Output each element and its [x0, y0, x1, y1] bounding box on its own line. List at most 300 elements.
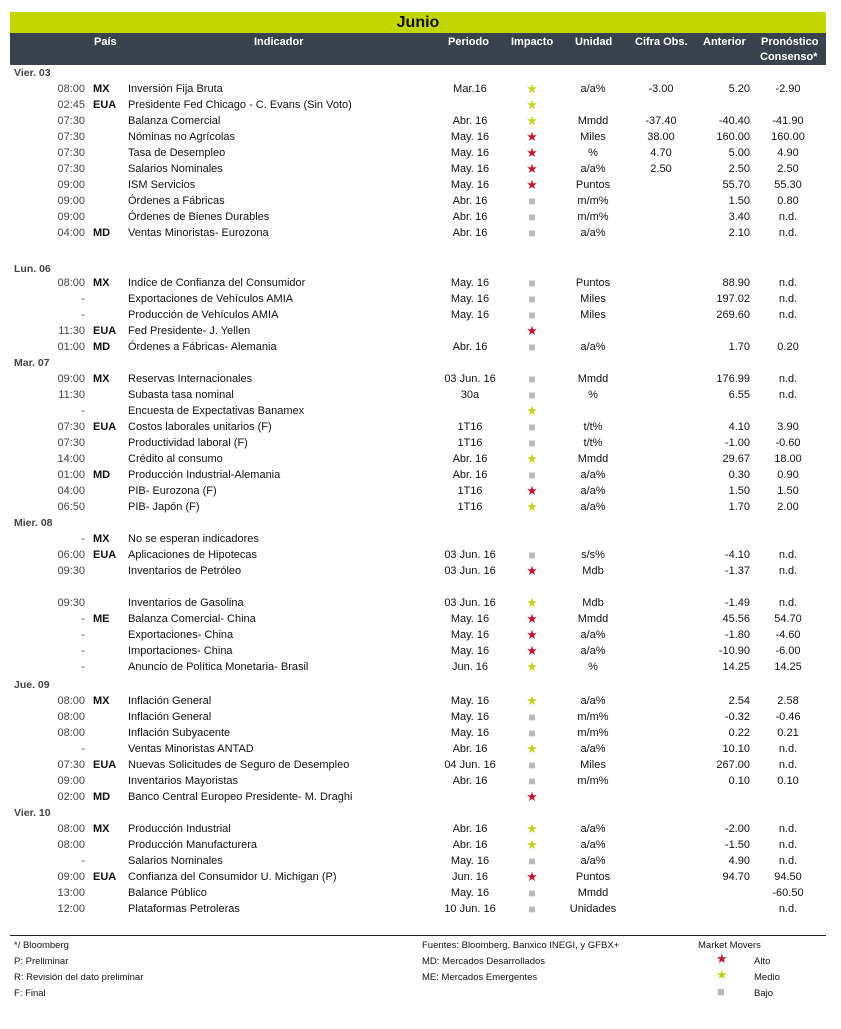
row-previous: 88.90 — [722, 277, 750, 289]
row-period: Abr. 16 — [452, 115, 488, 127]
row-time: 08:00 — [57, 695, 85, 707]
row-unit: a/a% — [580, 227, 606, 239]
impact-bajo-icon: ■ — [528, 468, 536, 482]
row-period: Abr. 16 — [452, 227, 488, 239]
row-period: Jun. 16 — [451, 661, 489, 673]
impact-bajo-icon: ■ — [528, 226, 536, 240]
row-previous: 4.90 — [728, 855, 750, 867]
row-period: May. 16 — [450, 131, 490, 143]
row-period: 04 Jun. 16 — [444, 759, 496, 771]
row-previous: 5.00 — [728, 147, 750, 159]
row-indicator: Inflación Subyacente — [128, 727, 231, 739]
row-previous: 55.70 — [722, 179, 750, 191]
row-unit: a/a% — [580, 341, 606, 353]
header-pronostico: Pronóstico — [761, 36, 819, 48]
table-row — [10, 869, 826, 885]
row-period: Abr. 16 — [452, 775, 488, 787]
impact-bajo-icon: ■ — [528, 308, 536, 322]
impact-alto-icon: ★ — [526, 869, 538, 884]
row-indicator: Nuevas Solicitudes de Seguro de Desempleo — [128, 759, 350, 771]
row-period: Abr. 16 — [452, 453, 488, 465]
me-text: ME: Mercados Emergentes — [422, 972, 538, 983]
row-unit: Miles — [580, 131, 606, 143]
row-unit: Miles — [580, 309, 606, 321]
row-period: May. 16 — [450, 855, 490, 867]
row-time: 06:50 — [57, 501, 85, 513]
row-forecast: 2.58 — [777, 695, 799, 707]
day-label: Jue. 09 — [14, 679, 50, 691]
impact-alto-icon: ★ — [526, 483, 538, 498]
header-indicador: Indicador — [254, 36, 304, 48]
row-forecast: n.d. — [778, 211, 798, 223]
row-time: 02:00 — [57, 791, 85, 803]
row-forecast: 0.21 — [777, 727, 799, 739]
row-unit: Mmdd — [577, 115, 609, 127]
row-previous: 1.50 — [728, 195, 750, 207]
row-indicator: Inversión Fija Bruta — [128, 83, 223, 95]
row-indicator: Exportaciones- China — [128, 629, 234, 641]
row-unit: s/s% — [581, 549, 605, 561]
row-period: 03 Jun. 16 — [444, 565, 496, 577]
row-forecast: 94.50 — [774, 871, 802, 883]
row-forecast: 4.90 — [777, 147, 799, 159]
row-previous: -1.37 — [724, 565, 750, 577]
row-unit: a/a% — [580, 823, 606, 835]
row-indicator: No se esperan indicadores — [128, 533, 259, 545]
row-forecast: n.d. — [778, 565, 798, 577]
header-periodo: Periodo — [448, 36, 489, 48]
row-unit: a/a% — [580, 743, 606, 755]
row-period: May. 16 — [450, 613, 490, 625]
row-forecast: -4.60 — [775, 629, 801, 641]
row-indicator: Anuncio de Política Monetaria- Brasil — [128, 661, 309, 673]
row-forecast: n.d. — [778, 549, 798, 561]
row-unit: a/a% — [580, 855, 606, 867]
row-indicator: Salarios Nominales — [128, 855, 223, 867]
row-country: ME — [93, 613, 110, 625]
row-previous: -2.00 — [724, 823, 750, 835]
row-period: May. 16 — [450, 163, 490, 175]
row-time: 01:00 — [57, 341, 85, 353]
row-period: Jun. 16 — [451, 871, 489, 883]
table-row — [10, 467, 826, 483]
row-period: Abr. 16 — [452, 195, 488, 207]
row-forecast: n.d. — [778, 389, 798, 401]
row-period: 10 Jun. 16 — [444, 903, 496, 915]
table-row — [10, 193, 826, 209]
row-time: 09:30 — [57, 597, 85, 609]
row-actual: 4.70 — [650, 147, 672, 159]
impact-medio-icon: ★ — [526, 659, 538, 674]
row-forecast: -60.50 — [772, 887, 804, 899]
row-previous: 5.20 — [728, 83, 750, 95]
row-time: 07:30 — [57, 759, 85, 771]
impact-bajo-icon: ■ — [528, 726, 536, 740]
row-forecast: n.d. — [778, 277, 798, 289]
row-previous: -1.49 — [724, 597, 750, 609]
row-time: 01:00 — [57, 469, 85, 481]
row-indicator: Órdenes a Fábricas — [128, 195, 225, 207]
impact-bajo-icon: ■ — [528, 436, 536, 450]
table-row — [10, 291, 826, 307]
table-row — [10, 387, 826, 403]
row-time: 09:30 — [57, 565, 85, 577]
row-unit: m/m% — [577, 711, 609, 723]
row-indicator: Inflación General — [128, 711, 212, 723]
row-indicator: Presidente Fed Chicago - C. Evans (Sin Voto) — [128, 99, 352, 111]
table-row — [10, 741, 826, 757]
table-row — [10, 499, 826, 515]
table-row — [10, 547, 826, 563]
row-indicator: Inventarios de Petróleo — [128, 565, 242, 577]
row-time: 11:30 — [58, 325, 85, 337]
row-previous: 45.56 — [722, 613, 750, 625]
row-country: MD — [93, 469, 111, 481]
table-row — [10, 757, 826, 773]
sources-text: Fuentes: Bloomberg, Banxico INEGI, y GFBX+ — [422, 940, 620, 951]
table-row — [10, 81, 826, 97]
row-indicator: Tasa de Desempleo — [128, 147, 226, 159]
row-time: - — [81, 645, 85, 657]
row-forecast: n.d. — [778, 759, 798, 771]
row-period: May. 16 — [450, 711, 490, 723]
table-row — [10, 451, 826, 467]
table-row — [10, 177, 826, 193]
table-row — [10, 435, 826, 451]
table-row — [10, 225, 826, 241]
row-time: 09:00 — [57, 179, 85, 191]
row-period: May. 16 — [450, 645, 490, 657]
row-previous: 0.10 — [728, 775, 750, 787]
impact-alto-icon: ★ — [526, 145, 538, 160]
table-row — [10, 129, 826, 145]
row-country: MD — [93, 227, 111, 239]
row-unit: m/m% — [577, 727, 609, 739]
row-indicator: Producción Manufacturera — [128, 839, 258, 851]
row-period: Abr. 16 — [452, 823, 488, 835]
impact-medio-icon: ★ — [526, 741, 538, 756]
row-period: May. 16 — [450, 147, 490, 159]
row-period: 30a — [460, 389, 480, 401]
row-indicator: Fed Presidente- J. Yellen — [128, 325, 251, 337]
row-time: 11:30 — [58, 389, 85, 401]
row-period: May. 16 — [450, 887, 490, 899]
row-period: May. 16 — [450, 727, 490, 739]
row-unit: % — [588, 147, 598, 159]
table-row — [10, 821, 826, 837]
row-time: 08:00 — [57, 727, 85, 739]
impact-medio-icon: ★ — [526, 451, 538, 466]
row-indicator: Subasta tasa nominal — [128, 389, 234, 401]
row-indicator: Costos laborales unitarios (F) — [128, 421, 272, 433]
legend-medio-icon: ★ — [716, 967, 728, 982]
impact-medio-icon: ★ — [526, 81, 538, 96]
row-country: MX — [93, 533, 110, 545]
impact-alto-icon: ★ — [526, 161, 538, 176]
table-row — [10, 725, 826, 741]
row-forecast: -6.00 — [775, 645, 801, 657]
row-unit: Mdb — [582, 597, 604, 609]
row-forecast: -2.90 — [775, 83, 801, 95]
impact-alto-icon: ★ — [526, 643, 538, 658]
row-time: 07:30 — [57, 115, 85, 127]
row-unit: t/t% — [583, 421, 603, 433]
row-forecast: 1.50 — [777, 485, 799, 497]
page-title: Junio — [10, 12, 826, 33]
table-row — [10, 853, 826, 869]
row-time: 09:00 — [57, 775, 85, 787]
row-forecast: n.d. — [778, 309, 798, 321]
row-unit: a/a% — [580, 485, 606, 497]
row-previous: -10.90 — [718, 645, 750, 657]
row-forecast: -41.90 — [772, 115, 804, 127]
table-row — [10, 563, 826, 579]
impact-medio-icon: ★ — [526, 837, 538, 852]
header-cifra: Cifra Obs. — [635, 36, 688, 48]
impact-medio-icon: ★ — [526, 403, 538, 418]
row-previous: -0.32 — [724, 711, 750, 723]
row-unit: Puntos — [575, 871, 611, 883]
row-forecast: 14.25 — [774, 661, 802, 673]
row-time: 07:30 — [57, 163, 85, 175]
impact-medio-icon: ★ — [526, 821, 538, 836]
impact-bajo-icon: ■ — [528, 210, 536, 224]
header-impacto: Impacto — [511, 36, 554, 48]
row-time: - — [81, 309, 85, 321]
row-indicator: Plataformas Petroleras — [128, 903, 240, 915]
table-row — [10, 339, 826, 355]
table-row — [10, 693, 826, 709]
row-unit: Miles — [580, 759, 606, 771]
row-unit: Mmdd — [577, 373, 609, 385]
row-forecast: 0.20 — [777, 341, 799, 353]
row-forecast: n.d. — [778, 839, 798, 851]
row-time: 08:00 — [57, 83, 85, 95]
row-unit: a/a% — [580, 83, 606, 95]
table-row — [10, 323, 826, 339]
impact-bajo-icon: ■ — [528, 758, 536, 772]
impact-bajo-icon: ■ — [528, 710, 536, 724]
row-unit: Miles — [580, 293, 606, 305]
header-unidad: Unidad — [575, 36, 613, 48]
row-period: May. 16 — [450, 309, 490, 321]
table-row — [10, 643, 826, 659]
row-country: EUA — [93, 759, 117, 771]
row-indicator: Balance Público — [128, 887, 207, 899]
table-row — [10, 659, 826, 675]
table-row — [10, 371, 826, 387]
row-previous: 269.60 — [716, 309, 750, 321]
row-period: Abr. 16 — [452, 211, 488, 223]
row-period: May. 16 — [450, 179, 490, 191]
row-time: 07:30 — [57, 147, 85, 159]
row-indicator: Banco Central Europeo Presidente- M. Draghi — [128, 791, 353, 803]
impact-medio-icon: ★ — [526, 113, 538, 128]
row-unit: Mdb — [582, 565, 604, 577]
row-previous: 267.00 — [716, 759, 750, 771]
row-previous: 0.30 — [728, 469, 750, 481]
table-row — [10, 307, 826, 323]
impact-alto-icon: ★ — [526, 789, 538, 804]
header-anterior: Anterior — [703, 36, 746, 48]
row-indicator: Confianza del Consumidor U. Michigan (P) — [128, 871, 337, 883]
row-time: - — [81, 405, 85, 417]
row-previous: 2.50 — [728, 163, 750, 175]
row-previous: 1.70 — [728, 501, 750, 513]
row-forecast: 160.00 — [771, 131, 805, 143]
table-row — [10, 419, 826, 435]
row-time: 07:30 — [57, 421, 85, 433]
row-time: 13:00 — [57, 887, 85, 899]
table-row — [10, 837, 826, 853]
row-country: MX — [93, 83, 110, 95]
row-time: - — [81, 293, 85, 305]
row-unit: a/a% — [580, 629, 606, 641]
row-period: 1T16 — [457, 485, 483, 497]
row-previous: 2.54 — [728, 695, 750, 707]
row-indicator: Producción Industrial-Alemania — [128, 469, 281, 481]
row-forecast: -0.60 — [775, 437, 801, 449]
row-previous: 29.67 — [722, 453, 750, 465]
row-previous: 10.10 — [722, 743, 750, 755]
legend-bajo-icon: ■ — [717, 984, 725, 999]
row-country: MX — [93, 695, 110, 707]
row-indicator: Indice de Confianza del Consumidor — [128, 277, 306, 289]
row-forecast: 0.10 — [777, 775, 799, 787]
impact-bajo-icon: ■ — [528, 388, 536, 402]
row-previous: 4.10 — [728, 421, 750, 433]
row-forecast: -0.46 — [775, 711, 801, 723]
row-time: 09:00 — [57, 211, 85, 223]
row-country: EUA — [93, 99, 117, 111]
row-indicator: Salarios Nominales — [128, 163, 223, 175]
row-indicator: Nóminas no Agrícolas — [128, 131, 235, 143]
header-pais: País — [94, 36, 117, 48]
row-time: 08:00 — [57, 711, 85, 723]
impact-bajo-icon: ■ — [528, 276, 536, 290]
impact-alto-icon: ★ — [526, 177, 538, 192]
row-indicator: Producción Industrial — [128, 823, 231, 835]
row-time: 02:45 — [57, 99, 85, 111]
row-time: - — [81, 661, 85, 673]
row-previous: 1.50 — [728, 485, 750, 497]
impact-bajo-icon: ■ — [528, 372, 536, 386]
row-forecast: 54.70 — [774, 613, 802, 625]
row-period: May. 16 — [450, 293, 490, 305]
row-unit: Mmdd — [577, 887, 609, 899]
row-period: May. 16 — [450, 277, 490, 289]
row-unit: % — [588, 389, 598, 401]
row-country: MX — [93, 373, 110, 385]
row-indicator: Ventas Minoristas ANTAD — [128, 743, 254, 755]
row-time: 08:00 — [57, 839, 85, 851]
row-forecast: n.d. — [778, 903, 798, 915]
row-forecast: 55.30 — [774, 179, 802, 191]
note-preliminar: P: Preliminar — [14, 956, 69, 967]
row-forecast: n.d. — [778, 373, 798, 385]
row-country: EUA — [93, 871, 117, 883]
day-label: Mar. 07 — [14, 357, 50, 369]
row-previous: -40.40 — [718, 115, 750, 127]
row-previous: 94.70 — [722, 871, 750, 883]
row-indicator: Inventarios de Gasolina — [128, 597, 244, 609]
impact-bajo-icon: ■ — [528, 774, 536, 788]
row-indicator: Ventas Minoristas- Eurozona — [128, 227, 269, 239]
table-row — [10, 483, 826, 499]
footer-notes — [14, 938, 143, 1002]
row-period: May. 16 — [450, 629, 490, 641]
impact-medio-icon: ★ — [526, 693, 538, 708]
row-time: 08:00 — [57, 277, 85, 289]
row-unit: a/a% — [580, 645, 606, 657]
note-bloomberg: */ Bloomberg — [14, 940, 69, 951]
row-period: Abr. 16 — [452, 341, 488, 353]
note-revision: R: Revisión del dato preliminar — [14, 972, 144, 983]
impact-bajo-icon: ■ — [528, 340, 536, 354]
footer-divider — [10, 935, 826, 936]
row-time: 07:30 — [57, 437, 85, 449]
row-unit: a/a% — [580, 163, 606, 175]
table-header — [10, 33, 826, 65]
row-previous: 176.99 — [716, 373, 750, 385]
row-unit: Puntos — [575, 179, 611, 191]
row-time: - — [81, 613, 85, 625]
row-unit: % — [588, 661, 598, 673]
row-unit: a/a% — [580, 695, 606, 707]
table-row — [10, 773, 826, 789]
row-forecast: 2.50 — [777, 163, 799, 175]
impact-bajo-icon: ■ — [528, 194, 536, 208]
row-previous: 14.25 — [722, 661, 750, 673]
table-row — [10, 209, 826, 225]
legend-alto-icon: ★ — [716, 951, 728, 966]
row-period: Abr. 16 — [452, 839, 488, 851]
table-row — [10, 611, 826, 627]
row-actual: 38.00 — [647, 131, 675, 143]
day-label: Vier. 03 — [14, 67, 51, 79]
table-row — [10, 145, 826, 161]
row-time: - — [81, 743, 85, 755]
row-period: 03 Jun. 16 — [444, 549, 496, 561]
row-time: 14:00 — [57, 453, 85, 465]
impact-bajo-icon: ■ — [528, 292, 536, 306]
row-indicator: Importaciones- China — [128, 645, 233, 657]
row-period: Abr. 16 — [452, 469, 488, 481]
row-time: - — [81, 629, 85, 641]
table-row — [10, 901, 826, 917]
table-row — [10, 595, 826, 611]
row-indicator: Reservas Internacionales — [128, 373, 253, 385]
note-final: F: Final — [14, 988, 46, 999]
impact-bajo-icon: ■ — [528, 420, 536, 434]
row-indicator: Productividad laboral (F) — [128, 437, 248, 449]
footer-sources — [422, 938, 619, 986]
row-indicator: PIB- Japón (F) — [128, 501, 200, 513]
row-indicator: Inflación General — [128, 695, 212, 707]
row-time: 08:00 — [57, 823, 85, 835]
header-consenso: Consenso* — [760, 51, 818, 63]
row-actual: 2.50 — [650, 163, 672, 175]
row-actual: -3.00 — [648, 83, 674, 95]
row-forecast: n.d. — [778, 743, 798, 755]
table-row — [10, 885, 826, 901]
legend-title: Market Movers — [698, 940, 761, 951]
row-forecast: 2.00 — [777, 501, 799, 513]
row-period: 1T16 — [457, 437, 483, 449]
row-time: - — [81, 533, 85, 545]
row-indicator: Balanza Comercial — [128, 115, 221, 127]
row-period: Abr. 16 — [452, 743, 488, 755]
